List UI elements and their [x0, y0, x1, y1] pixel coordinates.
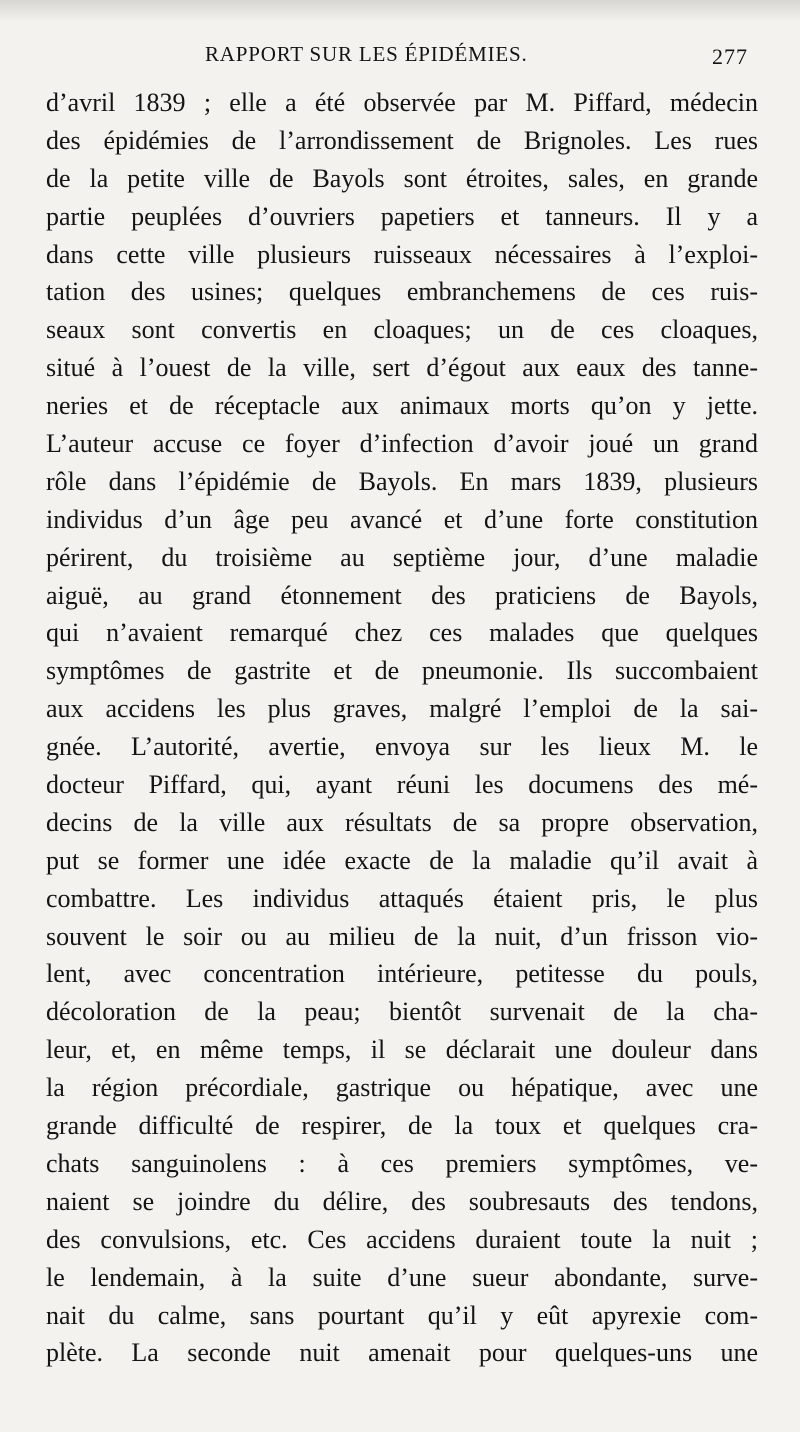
text-line: put se former une idée exacte de la maladie qu’il avait à — [46, 845, 758, 875]
running-title: RAPPORT SUR LES ÉPIDÉMIES. — [205, 42, 528, 66]
text-line: nait du calme, sans pourtant qu’il y eût apyrexie com- — [46, 1300, 758, 1330]
text-line: la région précordiale, gastrique ou hépatique, avec une — [46, 1073, 758, 1103]
text-line: neries et de réceptacle aux animaux morts qu’on y jette. — [46, 391, 758, 421]
text-line: symptômes de gastrite et de pneumonie. Ils succombaient — [46, 656, 758, 686]
text-line: rôle dans l’épidémie de Bayols. En mars 1839, plusieurs — [46, 466, 758, 496]
text-line: naient se joindre du délire, des soubresauts des tendons, — [46, 1186, 758, 1216]
text-line: grande difficulté de respirer, de la toux et quelques cra- — [46, 1111, 758, 1141]
text-line: dans cette ville plusieurs ruisseaux nécessaires à l’exploi- — [46, 239, 758, 269]
text-line: des épidémies de l’arrondissement de Brignoles. Les rues — [46, 125, 758, 155]
text-line: seaux sont convertis en cloaques; un de ces cloaques, — [46, 315, 758, 345]
page-number: 277 — [712, 44, 748, 69]
page-header — [40, 42, 760, 78]
text-line: qui n’avaient remarqué chez ces malades que quelques — [46, 618, 758, 648]
body-text — [46, 84, 758, 1372]
text-line: combattre. Les individus attaqués étaient pris, le plus — [46, 883, 758, 913]
text-line: décoloration de la peau; bientôt survenait de la cha- — [46, 997, 758, 1027]
text-line: le lendemain, à la suite d’une sueur abondante, surve- — [46, 1262, 758, 1292]
text-line: decins de la ville aux résultats de sa propre observation, — [46, 807, 758, 837]
text-line: lent, avec concentration intérieure, petitesse du pouls, — [46, 959, 758, 989]
text-line: partie peuplées d’ouvriers papetiers et tanneurs. Il y a — [46, 201, 758, 231]
text-line: d’avril 1839 ; elle a été observée par M. Piffard, médecin — [46, 88, 758, 117]
text-line: de la petite ville de Bayols sont étroites, sales, en grande — [46, 163, 758, 193]
text-line: souvent le soir ou au milieu de la nuit, d’un frisson vio- — [46, 921, 758, 951]
text-line: plète. La seconde nuit amenait pour quelques-uns une — [46, 1338, 758, 1368]
text-line: tation des usines; quelques embranchemens de ces ruis- — [46, 277, 758, 307]
text-line: docteur Piffard, qui, ayant réuni les documens des mé- — [46, 770, 758, 800]
text-line: L’auteur accuse ce foyer d’infection d’avoir joué un grand — [46, 429, 758, 459]
previous-page-bleed — [0, 0, 800, 22]
text-line: situé à l’ouest de la ville, sert d’égout aux eaux des tanne- — [46, 353, 758, 383]
text-line: des convulsions, etc. Ces accidens duraient toute la nuit ; — [46, 1224, 758, 1254]
text-line: gnée. L’autorité, avertie, envoya sur les lieux M. le — [46, 732, 758, 762]
text-line: aiguë, au grand étonnement des praticiens de Bayols, — [46, 580, 758, 610]
text-line: chats sanguinolens : à ces premiers symptômes, ve- — [46, 1148, 758, 1178]
text-line: aux accidens les plus graves, malgré l’emploi de la sai- — [46, 694, 758, 724]
text-line: individus d’un âge peu avancé et d’une forte constitution — [46, 504, 758, 534]
text-line: périrent, du troisième au septième jour, d’une maladie — [46, 542, 758, 572]
text-line: leur, et, en même temps, il se déclarait une douleur dans — [46, 1035, 758, 1065]
